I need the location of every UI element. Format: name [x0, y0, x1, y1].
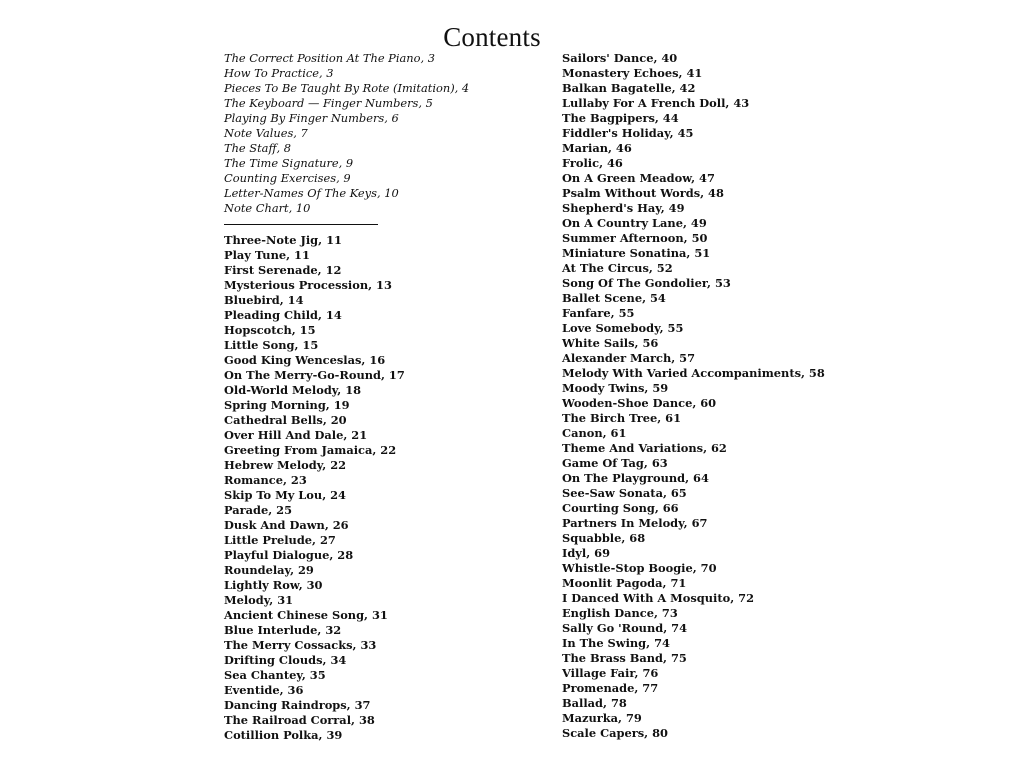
contents-entry: Little Prelude, 27	[224, 533, 336, 547]
contents-entry: Letter-Names Of The Keys, 10	[224, 186, 399, 200]
contents-entry: English Dance, 73	[562, 606, 678, 620]
contents-entry: Courting Song, 66	[562, 501, 679, 515]
contents-entry: Shepherd's Hay, 49	[562, 201, 685, 215]
contents-entry: Good King Wenceslas, 16	[224, 353, 386, 367]
contents-entry: On The Playground, 64	[562, 471, 709, 485]
contents-entry: Whistle-Stop Boogie, 70	[562, 561, 717, 575]
contents-entry: Pleading Child, 14	[224, 308, 342, 322]
left-column	[224, 51, 469, 743]
contents-entry: Lullaby For A French Doll, 43	[562, 96, 750, 110]
contents-entry: On The Merry-Go-Round, 17	[224, 368, 405, 382]
contents-entry: Monastery Echoes, 41	[562, 66, 703, 80]
contents-entry: Theme And Variations, 62	[562, 441, 727, 455]
contents-entry: At The Circus, 52	[562, 261, 673, 275]
contents-entry: The Keyboard — Finger Numbers, 5	[224, 96, 433, 110]
contents-entry: Parade, 25	[224, 503, 293, 517]
contents-entry: Pieces To Be Taught By Rote (Imitation), 4	[224, 81, 470, 95]
contents-entry: Wooden-Shoe Dance, 60	[562, 396, 717, 410]
contents-entry: Sailors' Dance, 40	[562, 51, 678, 65]
contents-entry: Hebrew Melody, 22	[224, 458, 347, 472]
contents-entry: Spring Morning, 19	[224, 398, 350, 412]
contents-entry: White Sails, 56	[562, 336, 659, 350]
contents-entry: Counting Exercises, 9	[224, 171, 351, 185]
contents-entry: Skip To My Lou, 24	[224, 488, 346, 502]
contents-entry: Moonlit Pagoda, 71	[562, 576, 687, 590]
contents-entry: The Merry Cossacks, 33	[224, 638, 377, 652]
contents-entry: Sea Chantey, 35	[224, 668, 326, 682]
contents-entry: Romance, 23	[224, 473, 307, 487]
contents-entry: Melody With Varied Accompaniments, 58	[562, 366, 825, 380]
contents-entry: The Birch Tree, 61	[562, 411, 682, 425]
contents-entry: On A Green Meadow, 47	[562, 171, 715, 185]
contents-entry: In The Swing, 74	[562, 636, 670, 650]
contents-entry: Partners In Melody, 67	[562, 516, 708, 530]
contents-entry: Mazurka, 79	[562, 711, 642, 725]
contents-entry: On A Country Lane, 49	[562, 216, 707, 230]
contents-entry: Melody, 31	[224, 593, 294, 607]
contents-entry: The Brass Band, 75	[562, 651, 687, 665]
contents-entry: The Time Signature, 9	[224, 156, 354, 170]
contents-entry: Canon, 61	[562, 426, 627, 440]
contents-entry: Cotillion Polka, 39	[224, 728, 343, 742]
contents-entry: See-Saw Sonata, 65	[562, 486, 687, 500]
contents-entry: Note Chart, 10	[224, 201, 311, 215]
contents-entry: Cathedral Bells, 20	[224, 413, 347, 427]
contents-entry: Fiddler's Holiday, 45	[562, 126, 694, 140]
contents-entry: Old-World Melody, 18	[224, 383, 362, 397]
contents-entry: Drifting Clouds, 34	[224, 653, 347, 667]
piece-list-left	[224, 233, 469, 743]
contents-entry: Little Song, 15	[224, 338, 319, 352]
contents-entry: Play Tune, 11	[224, 248, 310, 262]
contents-entry: The Railroad Corral, 38	[224, 713, 375, 727]
contents-entry: Idyl, 69	[562, 546, 611, 560]
section-divider	[224, 224, 378, 225]
contents-entry: Bluebird, 14	[224, 293, 304, 307]
contents-entry: The Correct Position At The Piano, 3	[224, 51, 435, 65]
contents-entry: Mysterious Procession, 13	[224, 278, 392, 292]
contents-entry: Playful Dialogue, 28	[224, 548, 354, 562]
contents-entry: Dancing Raindrops, 37	[224, 698, 371, 712]
contents-entry: Three-Note Jig, 11	[224, 233, 342, 247]
contents-entry: Hopscotch, 15	[224, 323, 316, 337]
contents-entry: The Bagpipers, 44	[562, 111, 679, 125]
contents-entry: How To Practice, 3	[224, 66, 334, 80]
contents-entry: Eventide, 36	[224, 683, 304, 697]
contents-entry: Ancient Chinese Song, 31	[224, 608, 388, 622]
contents-entry: Promenade, 77	[562, 681, 659, 695]
contents-entry: Roundelay, 29	[224, 563, 314, 577]
contents-entry: Note Values, 7	[224, 126, 308, 140]
piece-list-right	[562, 51, 825, 741]
contents-entry: Frolic, 46	[562, 156, 623, 170]
contents-entry: The Staff, 8	[224, 141, 292, 155]
contents-entry: Scale Capers, 80	[562, 726, 668, 740]
contents-entry: Miniature Sonatina, 51	[562, 246, 711, 260]
contents-entry: Ballad, 78	[562, 696, 627, 710]
contents-entry: Over Hill And Dale, 21	[224, 428, 368, 442]
contents-entry: Blue Interlude, 32	[224, 623, 342, 637]
contents-entry: Playing By Finger Numbers, 6	[224, 111, 399, 125]
contents-entry: Sally Go 'Round, 74	[562, 621, 687, 635]
contents-entry: Marian, 46	[562, 141, 632, 155]
contents-entry: Love Somebody, 55	[562, 321, 684, 335]
page-title: Contents	[443, 22, 541, 53]
contents-entry: Greeting From Jamaica, 22	[224, 443, 397, 457]
contents-entry: Psalm Without Words, 48	[562, 186, 724, 200]
contents-entry: Song Of The Gondolier, 53	[562, 276, 731, 290]
contents-entry: Fanfare, 55	[562, 306, 635, 320]
contents-entry: Dusk And Dawn, 26	[224, 518, 349, 532]
contents-entry: Lightly Row, 30	[224, 578, 323, 592]
intro-list	[224, 51, 469, 216]
contents-entry: I Danced With A Mosquito, 72	[562, 591, 755, 605]
contents-entry: Game Of Tag, 63	[562, 456, 668, 470]
right-column	[562, 51, 825, 741]
contents-entry: Balkan Bagatelle, 42	[562, 81, 696, 95]
contents-entry: First Serenade, 12	[224, 263, 342, 277]
contents-entry: Moody Twins, 59	[562, 381, 669, 395]
contents-entry: Alexander March, 57	[562, 351, 696, 365]
contents-entry: Summer Afternoon, 50	[562, 231, 708, 245]
contents-entry: Village Fair, 76	[562, 666, 659, 680]
contents-entry: Ballet Scene, 54	[562, 291, 666, 305]
contents-entry: Squabble, 68	[562, 531, 646, 545]
